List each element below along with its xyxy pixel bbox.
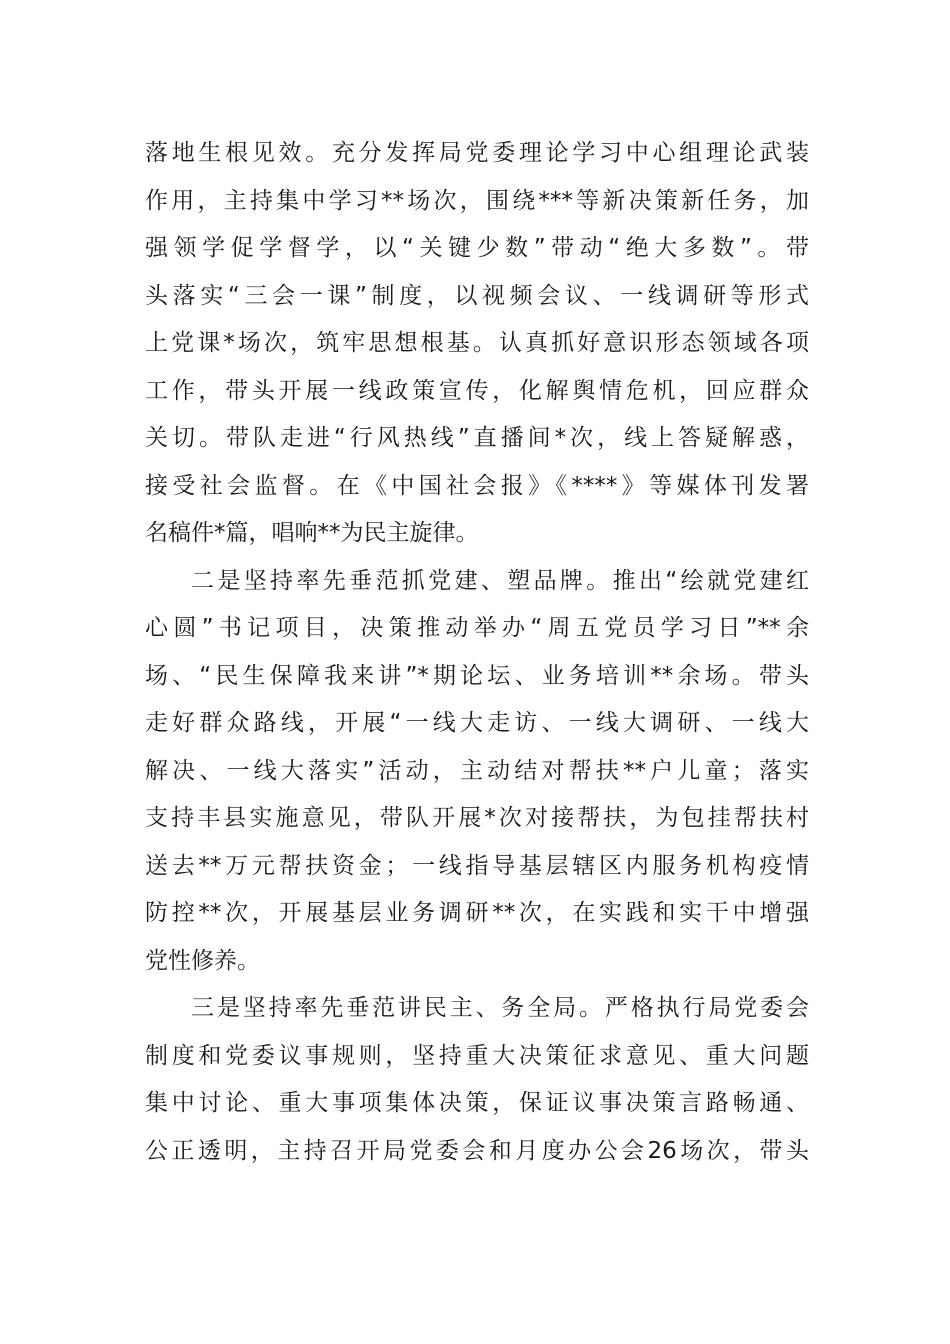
text-line: 接受社会监督。在《中国社会报》《****》等媒体刊发署 xyxy=(145,472,809,499)
text-line: 心圆”书记项目，决策推动举办“周五党员学习日”**余 xyxy=(145,615,809,641)
paragraph-3 xyxy=(145,985,809,1175)
text-line: 强领学促学督学，以“关键少数”带动“绝大多数”。带 xyxy=(145,235,809,261)
text-line: 关切。带队走进“行风热线”直播间*次，线上答疑解惑， xyxy=(145,425,809,451)
text-line: 支持丰县实施意见，带队开展*次对接帮扶，为包挂帮扶村 xyxy=(145,805,809,831)
text-line: 工作，带头开展一线政策宣传，化解舆情危机，回应群众 xyxy=(145,377,809,404)
text-line: 制度和党委议事规则，坚持重大决策征求意见、重大问题 xyxy=(145,1042,809,1069)
text-line: 党性修养。 xyxy=(145,947,260,974)
paragraph-1 xyxy=(145,130,809,558)
text-line: 作用，主持集中学习**场次，围绕***等新决策新任务，加 xyxy=(145,187,809,214)
document-body xyxy=(145,130,809,1175)
text-line: 集中讨论、重大事项集体决策，保证议事决策言路畅通、 xyxy=(145,1090,809,1116)
text-line: 场、“民生保障我来讲”*期论坛、业务培训**余场。带头 xyxy=(145,662,809,689)
text-line: 解决、一线大落实”活动，主动结对帮扶**户儿童；落实 xyxy=(145,757,809,784)
text-line: 名稿件*篇，唱响**为民主旋律。 xyxy=(145,520,479,546)
text-line: 送去**万元帮扶资金；一线指导基层辖区内服务机构疫情 xyxy=(145,852,809,879)
text-line: 上党课*场次，筑牢思想根基。认真抓好意识形态领域各项 xyxy=(145,330,809,356)
text-line: 防控**次，开展基层业务调研**次，在实践和实干中增强 xyxy=(145,900,809,926)
text-line: 三是坚持率先垂范讲民主、务全局。严格执行局党委会 xyxy=(191,995,809,1021)
text-line: 公正透明，主持召开局党委会和月度办公会26场次，带头 xyxy=(145,1137,809,1164)
text-line: 落地生根见效。充分发挥局党委理论学习中心组理论武装 xyxy=(145,140,809,166)
text-line: 二是坚持率先垂范抓党建、塑品牌。推出“绘就党建红 xyxy=(191,567,809,594)
text-line: 头落实“三会一课”制度，以视频会议、一线调研等形式 xyxy=(145,282,809,309)
text-line: 走好群众路线，开展“一线大走访、一线大调研、一线大 xyxy=(145,710,809,736)
paragraph-2 xyxy=(145,558,809,986)
